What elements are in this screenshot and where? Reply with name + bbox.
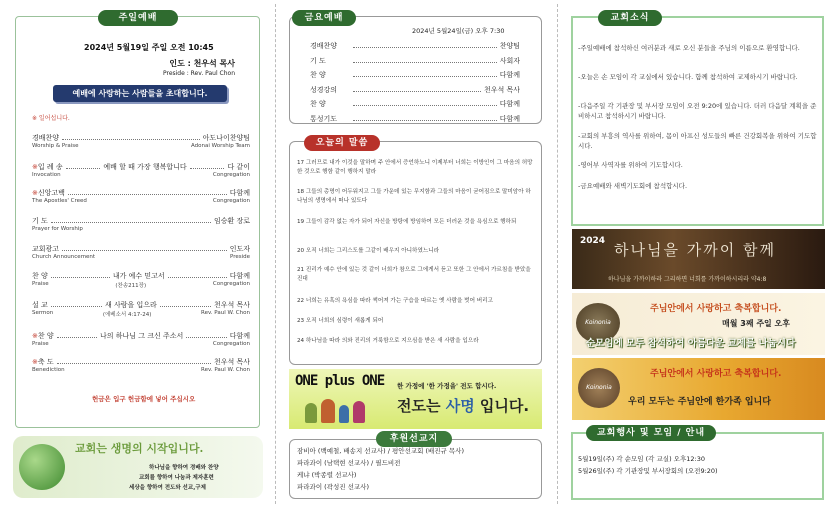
order-title-text: 기 도 [32, 217, 48, 225]
dotted-leader [353, 91, 481, 92]
order-title [32, 133, 59, 143]
verse: 23 오직 너희의 심령이 새롭게 되어 [297, 318, 384, 324]
small-group-line2: 매월 3째 주일 오후 [722, 319, 791, 328]
order-sub-left: Worship & Praise [32, 143, 79, 149]
order-title-text: 찬 양 [37, 332, 54, 340]
order-sub-right: Congregation [212, 281, 250, 287]
friday-title: 경배찬양 [310, 42, 338, 50]
offering-note: 헌금은 입구 헌금함에 넣어 주십시오 [92, 395, 196, 403]
news-item: -주일예배에 참석하신 여러분과 새로 오신 분들을 주님의 이름으로 환영합니다. [578, 44, 800, 52]
koinonia-logo [578, 368, 620, 408]
column-separator [557, 4, 558, 504]
friday-right: 천우석 목사 [483, 85, 520, 94]
verse: 21 진리가 예수 안에 있는 것 같이 너희가 참으로 그에게서 듣고 또한 그 안에서 가르침을 받았을진대 [297, 267, 531, 282]
dotted-leader [57, 337, 97, 338]
order-row [32, 162, 250, 172]
verse: 18 그들의 총명이 어두워지고 그들 가운데 있는 무지함과 그들의 마음이 굳어짐으로 말미암아 하나님의 생명에서 떠나 있도다 [297, 189, 531, 204]
dotted-leader [66, 168, 101, 169]
order-row [32, 244, 250, 254]
order-sub-right: Congregation [212, 172, 250, 178]
dotted-leader [353, 76, 497, 77]
order-title-text: 교회광고 [32, 245, 60, 253]
news-item: -오늘은 손 모임이 각 교실에서 있습니다. 함께 참석하여 교제하시기 바랍니다. [578, 73, 798, 81]
order-sub-left: Sermon [32, 310, 54, 316]
order-title [32, 300, 48, 310]
order-title [32, 162, 63, 172]
dotted-leader [190, 168, 225, 169]
one-plus-one-subtitle: 한 가정에 '한 가정을' 전도 합시다. [397, 382, 497, 390]
order-mid: 새 사람을 입으라 [104, 301, 157, 309]
family-figures-icon [301, 395, 371, 425]
order-title [32, 244, 59, 254]
slogan-part: 전도는 [397, 397, 446, 415]
order-sub [32, 367, 250, 373]
order-sub [32, 226, 250, 232]
order-mid-sub: (에베소서 4:17-24) [102, 312, 152, 318]
mission-item: 잠비아 (백예철, 배송지 선교사) / 평안선교회 (배진규 목사) [297, 447, 465, 455]
order-sub-left: Invocation [32, 172, 61, 178]
order-sub [32, 254, 250, 260]
dotted-leader [68, 194, 227, 195]
order-mid: 나의 하나님 그 크신 주소서 [100, 332, 184, 340]
friday-row [310, 56, 520, 66]
event-item: 5월19일(주) 각 순모임 (각 교실) 오후12:30 [578, 455, 705, 463]
news-header: 교회소식 [598, 10, 662, 26]
one-plus-one-slogan [397, 395, 529, 416]
dotted-leader [57, 363, 211, 364]
order-right: 인도자 [229, 245, 250, 253]
order-sub-left: Praise [32, 281, 49, 287]
column-separator [275, 4, 276, 504]
one-plus-one-banner [289, 369, 542, 429]
dotted-leader [160, 306, 211, 307]
order-row [32, 188, 250, 198]
news-item: -영어부 사역자를 위하여 기도합시다. [578, 161, 683, 169]
koinonia-logo-text: Koinonia [586, 384, 612, 391]
one-family-line1: 주님안에서 사랑하고 축복합니다. [650, 369, 782, 379]
verse: 24 하나님을 따라 의와 진리의 거룩함으로 지으심을 받은 새 사람을 입으라 [297, 338, 479, 344]
sunday-datetime: 2024년 5월19일 주일 오전 10:45 [84, 43, 214, 52]
order-row [32, 357, 250, 367]
order-mid-sub: (찬송211장) [115, 283, 147, 289]
friday-datetime: 2024년 5월24일(금) 오후 7:30 [412, 27, 505, 35]
friday-right: 다함께 [499, 71, 520, 79]
verse: 20 오직 너희는 그리스도를 그같이 배우지 아니하였느니라 [297, 248, 440, 254]
order-sub-left: Praise [32, 341, 49, 347]
dotted-leader [62, 139, 200, 140]
dotted-leader [353, 62, 497, 63]
church-life-line: 하나님을 향하여 경배와 찬양 [149, 465, 219, 471]
order-title-text: 입 례 송 [37, 163, 63, 171]
dotted-leader [353, 105, 497, 106]
dotted-leader [51, 277, 110, 278]
dotted-leader [51, 222, 211, 223]
order-sub [32, 341, 250, 347]
friday-title: 통성기도 [310, 114, 338, 123]
friday-row [310, 85, 520, 95]
one-family-line2: 우리 모두는 주님안에 한가족 입니다 [628, 397, 771, 407]
dotted-leader [353, 120, 497, 121]
order-row [32, 216, 250, 226]
verse: 19 그들이 감각 없는 자가 되어 자신을 방탕에 방임하여 모든 더러운 것을 욕심으로 행하되 [297, 219, 517, 225]
small-group-line1: 주님안에서 사랑하고 축복합니다. [650, 304, 782, 314]
order-stand-mark: ※ [32, 332, 38, 340]
verse: 17 그러므로 내가 이것을 말하며 주 안에서 증언하노니 이제부터 너희는 이방인이 그 마음의 허망한 것으로 행함 같이 행하지 말라 [297, 160, 533, 175]
order-right: 천우석 목사 [213, 358, 250, 366]
welcome-text: 예배에 사랑하는 사람들을 초대합니다. [72, 89, 208, 98]
verse: 22 너희는 유혹의 욕심을 따라 썩어져 가는 구습을 따르는 옛 사람을 벗어 버리고 [297, 298, 493, 304]
dotted-leader [168, 277, 227, 278]
order-sub [32, 198, 250, 204]
preacher: 인도 : 천우석 목사 [169, 59, 235, 68]
friday-right: 다함께 [499, 114, 520, 123]
friday-right: 다함께 [499, 100, 520, 108]
order-title [32, 216, 48, 226]
order-sub-left: Prayer for Worship [32, 226, 83, 232]
mission-item: 파라과이 (남택현 선교사) / 필드비전 [297, 459, 401, 467]
news-item: -금요예배와 새벽기도회에 참석합시다. [578, 182, 688, 190]
welcome-banner [53, 85, 227, 102]
order-sub [32, 310, 250, 318]
order-sub [32, 172, 250, 178]
order-right: 임승환 장로 [213, 217, 250, 225]
dotted-leader [186, 337, 226, 338]
preside-en: Preside : Rev. Paul Chon [162, 70, 235, 77]
dotted-leader [353, 47, 497, 48]
dotted-leader [51, 306, 102, 307]
friday-right: 사회자 [499, 56, 520, 65]
events-header: 교회행사 및 모임 / 안내 [586, 425, 716, 441]
order-stand-mark: ※ [32, 189, 38, 197]
order-sub-left: Benediction [32, 367, 65, 373]
globe-image [19, 444, 65, 490]
order-mid: 내가 예수 믿고서 [112, 272, 165, 280]
order-sub-right: Rev. Paul W. Chon [201, 310, 250, 316]
friday-header: 금요예배 [292, 10, 356, 26]
missions-header: 후원선교지 [376, 431, 452, 447]
order-stand-mark: ※ [32, 358, 38, 366]
friday-title: 찬 양 [310, 71, 326, 79]
order-right: 다 같이 [227, 163, 250, 171]
one-plus-one-logo: ONE plus ONE [295, 373, 385, 389]
one-family-banner [572, 358, 825, 420]
order-row [32, 300, 250, 310]
order-title-text: 찬 양 [32, 272, 48, 280]
church-life-title: 교회는 생명의 시작입니다. [75, 442, 204, 455]
small-group-line3: 순모임에 모두 참석하여 아름다운 교제를 나눕시다 [586, 338, 796, 349]
friday-row [310, 70, 520, 80]
order-sub-right: Preside [229, 254, 250, 260]
order-right: 다함께 [229, 272, 250, 280]
order-sub [32, 281, 250, 289]
friday-right: 찬양팀 [499, 42, 520, 50]
slogan-highlight: 사명 [445, 397, 475, 415]
sunday-worship-header: 주일예배 [98, 10, 178, 26]
order-mid: 예배 할 때 가장 행복합니다 [103, 163, 187, 171]
order-sub-right: Adonai Worship Team [190, 143, 250, 149]
mission-item: 케냐 (박종렬 선교사) [297, 471, 357, 479]
order-row [32, 133, 250, 143]
mission-item: 파라과이 (곽성진 선교사) [297, 483, 369, 491]
draw-near-verse: 하나님을 가까이하라 그리하면 너희를 가까이하시리라 약4:8 [608, 276, 767, 283]
dotted-leader [62, 250, 227, 251]
order-sub-left: The Apostles' Creed [32, 198, 87, 204]
event-item: 5월26일(주) 각 기관장및 부서장회의 (오전9:20) [578, 467, 718, 475]
draw-near-banner [572, 229, 825, 289]
draw-near-title: 하나님을 가까이 함께 [614, 241, 776, 259]
order-title [32, 357, 54, 367]
church-life-line: 세상을 향하여 전도와 선교,구제 [129, 485, 206, 491]
news-item: -다음주일 각 기관장 및 부서장 모임이 오전 9:20에 있습니다. 더러 다음달 계획을 준비하시고 참석하시기 바랍니다. [578, 102, 817, 120]
order-stand-mark: ※ [32, 163, 38, 171]
order-sub-left: Church Announcement [32, 254, 96, 260]
news-item: -교회의 부흥의 역사를 위하여, 몸이 아프신 성도들의 빠른 건강회복을 위하여 기도합시다. [578, 132, 817, 150]
sunday-worship-column [0, 0, 275, 507]
order-title [32, 188, 65, 198]
church-life-line: 교회를 향하여 나눔과 제자훈련 [139, 475, 214, 481]
order-right: 다함께 [229, 332, 250, 340]
order-right: 아도나이찬양팀 [202, 134, 250, 142]
small-group-banner [572, 293, 825, 355]
friday-title: 기 도 [310, 56, 326, 65]
order-title-text: 경배찬양 [32, 134, 60, 142]
order-title-text: 설 교 [32, 301, 48, 309]
friday-title: 찬 양 [310, 100, 326, 108]
order-title [32, 271, 48, 281]
friday-row [310, 99, 520, 109]
order-right: 다함께 [229, 189, 250, 197]
order-title-text: 신앙고백 [37, 189, 65, 197]
order-sub-right: Congregation [212, 341, 250, 347]
friday-row [310, 114, 520, 124]
church-life-banner [13, 436, 263, 498]
order-sub-right: Rev. Paul W. Chon [201, 367, 250, 373]
friday-row [310, 41, 520, 51]
friday-title: 성경강의 [310, 85, 338, 94]
word-header: 오늘의 말씀 [304, 135, 380, 151]
stand-note: ※ 일어섭니다. [32, 115, 70, 122]
order-row [32, 271, 250, 281]
order-title [32, 331, 54, 341]
slogan-part: 입니다. [474, 397, 530, 415]
draw-near-year: 2024 [580, 236, 606, 246]
order-right: 천우석 목사 [213, 301, 250, 309]
order-sub [32, 143, 250, 149]
koinonia-logo-text: Koinonia [585, 319, 611, 326]
order-row [32, 331, 250, 341]
order-sub-right: Congregation [212, 198, 250, 204]
order-title-text: 축 도 [37, 358, 54, 366]
